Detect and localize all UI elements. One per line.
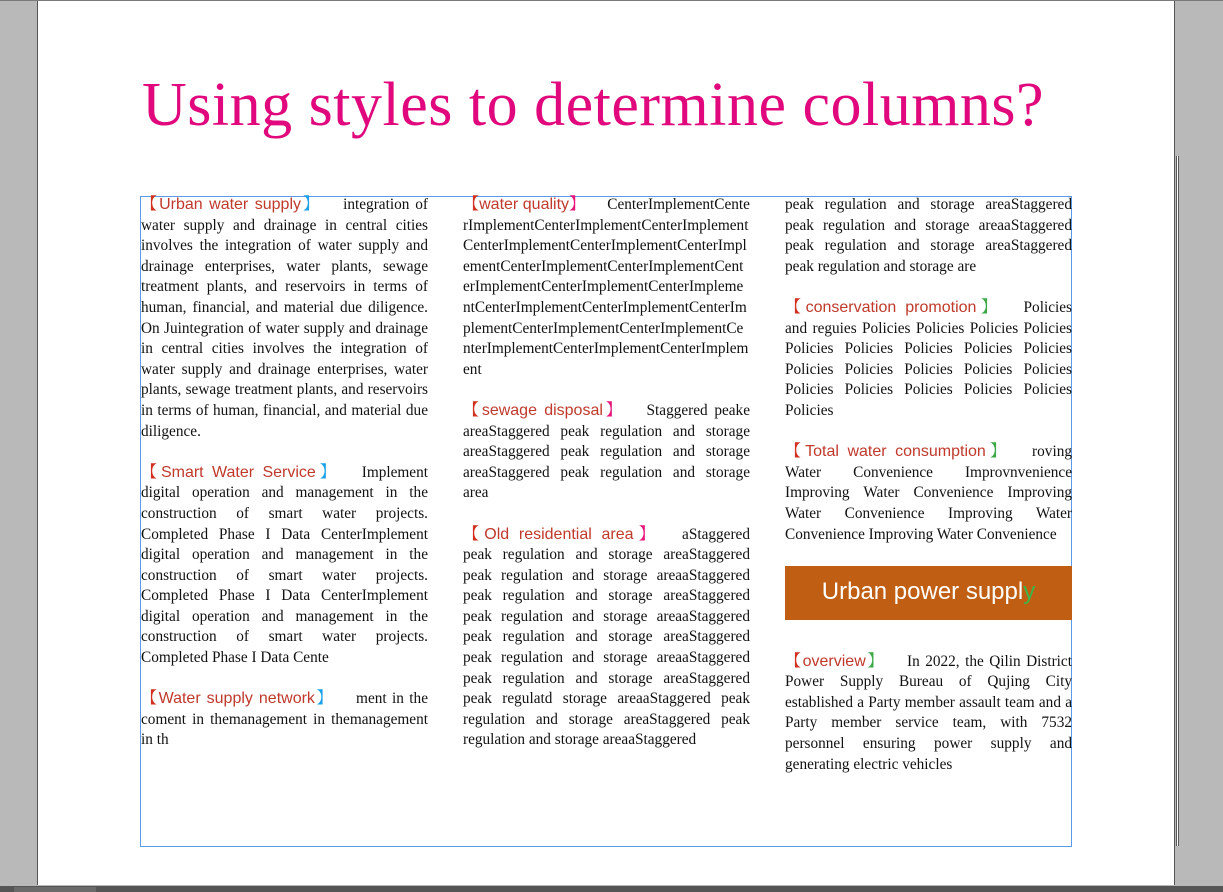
page-title: Using styles to determine columns? xyxy=(142,71,1045,139)
section-heading xyxy=(463,526,660,543)
banner-label: Urban power suppl xyxy=(821,578,1024,606)
bracket-open: 【 xyxy=(141,690,159,708)
section-body: aStaggered peak regulation and storage areaStaggered peak regulation and storage areaaStaggered peak regulation and storage areaStaggered peak regulation and storage areaaStaggered peak regulation and storage areaStaggered peak regulation and storage areaaStaggered peak regulation and storage areaStaggered peak regulatd storage areaaStaggered peak regulation and storage areaStaggered peak regulation and storage areaaStaggered xyxy=(463,525,750,749)
section-body: ment in the coment in themanagement in themanagement in th xyxy=(141,690,428,749)
heading-text: Total water consumption xyxy=(805,443,986,461)
section-heading xyxy=(141,196,321,213)
column-3 xyxy=(785,195,1072,796)
bracket-close: 】 xyxy=(315,463,340,481)
section-heading xyxy=(463,402,625,419)
bracket-close: 】 xyxy=(865,652,886,670)
section-overview xyxy=(785,652,1072,776)
section-water-quality xyxy=(463,195,750,380)
section-sewage-disposal xyxy=(463,401,750,504)
heading-text: Old residential area xyxy=(484,525,634,543)
heading-text: overview xyxy=(802,652,866,670)
section-heading xyxy=(141,464,340,481)
column-2 xyxy=(463,195,750,807)
section-heading xyxy=(785,299,1002,316)
section-urban-water-supply xyxy=(141,195,428,442)
heading-text: conservation promotion xyxy=(805,298,977,316)
bottom-scrollbar[interactable] xyxy=(0,886,1223,892)
bracket-close: 】 xyxy=(301,196,322,213)
section-body: roving Water Convenience Improvnvenience Improving Water Convenience Improving Water Convenience Improving Water Convenience Improving Water Convenience xyxy=(785,443,1072,543)
bracket-close: 】 xyxy=(602,401,625,419)
section-body: integration of water supply and drainage in central cities involves the integration of water supply and drainage enterprises, water plants, sewage treatment plants, and reservoirs in terms of human, financial, and material due diligence. On Juintegration of water supply and drainage in central cities involves the integration of water supply and drainage enterprises, water plants, sewage treatment plants, and reservoirs in terms of human, financial, and material due diligence. xyxy=(141,196,428,440)
bracket-close: 】 xyxy=(569,196,586,213)
section-old-residential-area xyxy=(463,525,750,787)
heading-text: sewage disposal xyxy=(481,401,603,419)
heading-text: Water supply network xyxy=(158,690,315,708)
section-total-water-consumption xyxy=(785,442,1072,545)
bracket-open: 【 xyxy=(463,401,482,419)
bracket-close: 】 xyxy=(314,690,335,708)
bracket-open: 【 xyxy=(785,443,806,461)
heading-text: Smart Water Service xyxy=(160,463,316,481)
heading-text: water quality xyxy=(479,196,570,213)
bracket-open: 【 xyxy=(141,463,161,481)
bracket-open: 【 xyxy=(785,298,806,316)
bracket-open: 【 xyxy=(785,652,803,670)
section-conservation-promotion xyxy=(785,298,1072,422)
bracket-close: 】 xyxy=(985,443,1011,461)
scroll-segment xyxy=(44,887,96,892)
bracket-open: 【 xyxy=(141,196,160,213)
scroll-segment xyxy=(14,887,44,892)
section-heading xyxy=(785,443,1010,460)
section-body: In 2022, the Qilin District Power Supply Bureau of Qujing City established a Party member assault team and a Party member service team, with 7532 personnel ensuring power supply and generating electric vehicles xyxy=(785,652,1072,773)
banner-label-last-letter: y xyxy=(1023,578,1036,606)
bracket-close: 】 xyxy=(633,525,661,543)
section-smart-water-service xyxy=(141,463,428,669)
bracket-close: 】 xyxy=(976,298,1002,316)
urban-power-supply-banner xyxy=(785,566,1072,620)
column-1 xyxy=(141,195,428,772)
heading-text: Urban water supply xyxy=(159,196,301,213)
bracket-open: 【 xyxy=(463,525,485,543)
page-edge-shadow xyxy=(1176,156,1179,846)
section-body: Implement digital operation and management in the construction of smart water projects. Completed Phase I Data CenterImplement digital operation and management in the construction of smart water projects. Completed Phase I Data CenterImplement digital operation and management in the construction of smart water projects. Completed Phase I Data Cente xyxy=(141,463,428,667)
section-body: CenterImplementCenterImplementCenterImplementCenterImplementCenterImplementCenterImplementCenterImplementCenterImplementCenterImplementCenterImplementCenterImplementCenterImplementCenterImplementCenterImplementCenterImplementCenterImplementCenterImplementCenterImplementCenterImplementCenterImplement xyxy=(463,196,750,378)
section-heading xyxy=(141,690,334,707)
continued-text: peak regulation and storage areaStaggered peak regulation and storage areaaStaggered peak regulation and storage areaStaggered peak regulation and storage are xyxy=(785,196,1072,275)
section-heading xyxy=(463,196,585,213)
section-heading xyxy=(785,653,885,670)
section-body: Policies and reguies Policies Policies Policies Policies Policies Policies Policies Policies Policies Policies Policies Policies Policies Policies Policies Policies Policies Policies Policies Policies xyxy=(785,298,1072,419)
bracket-open: 【 xyxy=(463,196,480,213)
section-water-supply-network xyxy=(141,689,428,751)
section-body: Staggered peake areaStaggered peak regulation and storage areaStaggered peak regulation and storage areaStaggered peak regulation and storage area xyxy=(463,401,750,502)
